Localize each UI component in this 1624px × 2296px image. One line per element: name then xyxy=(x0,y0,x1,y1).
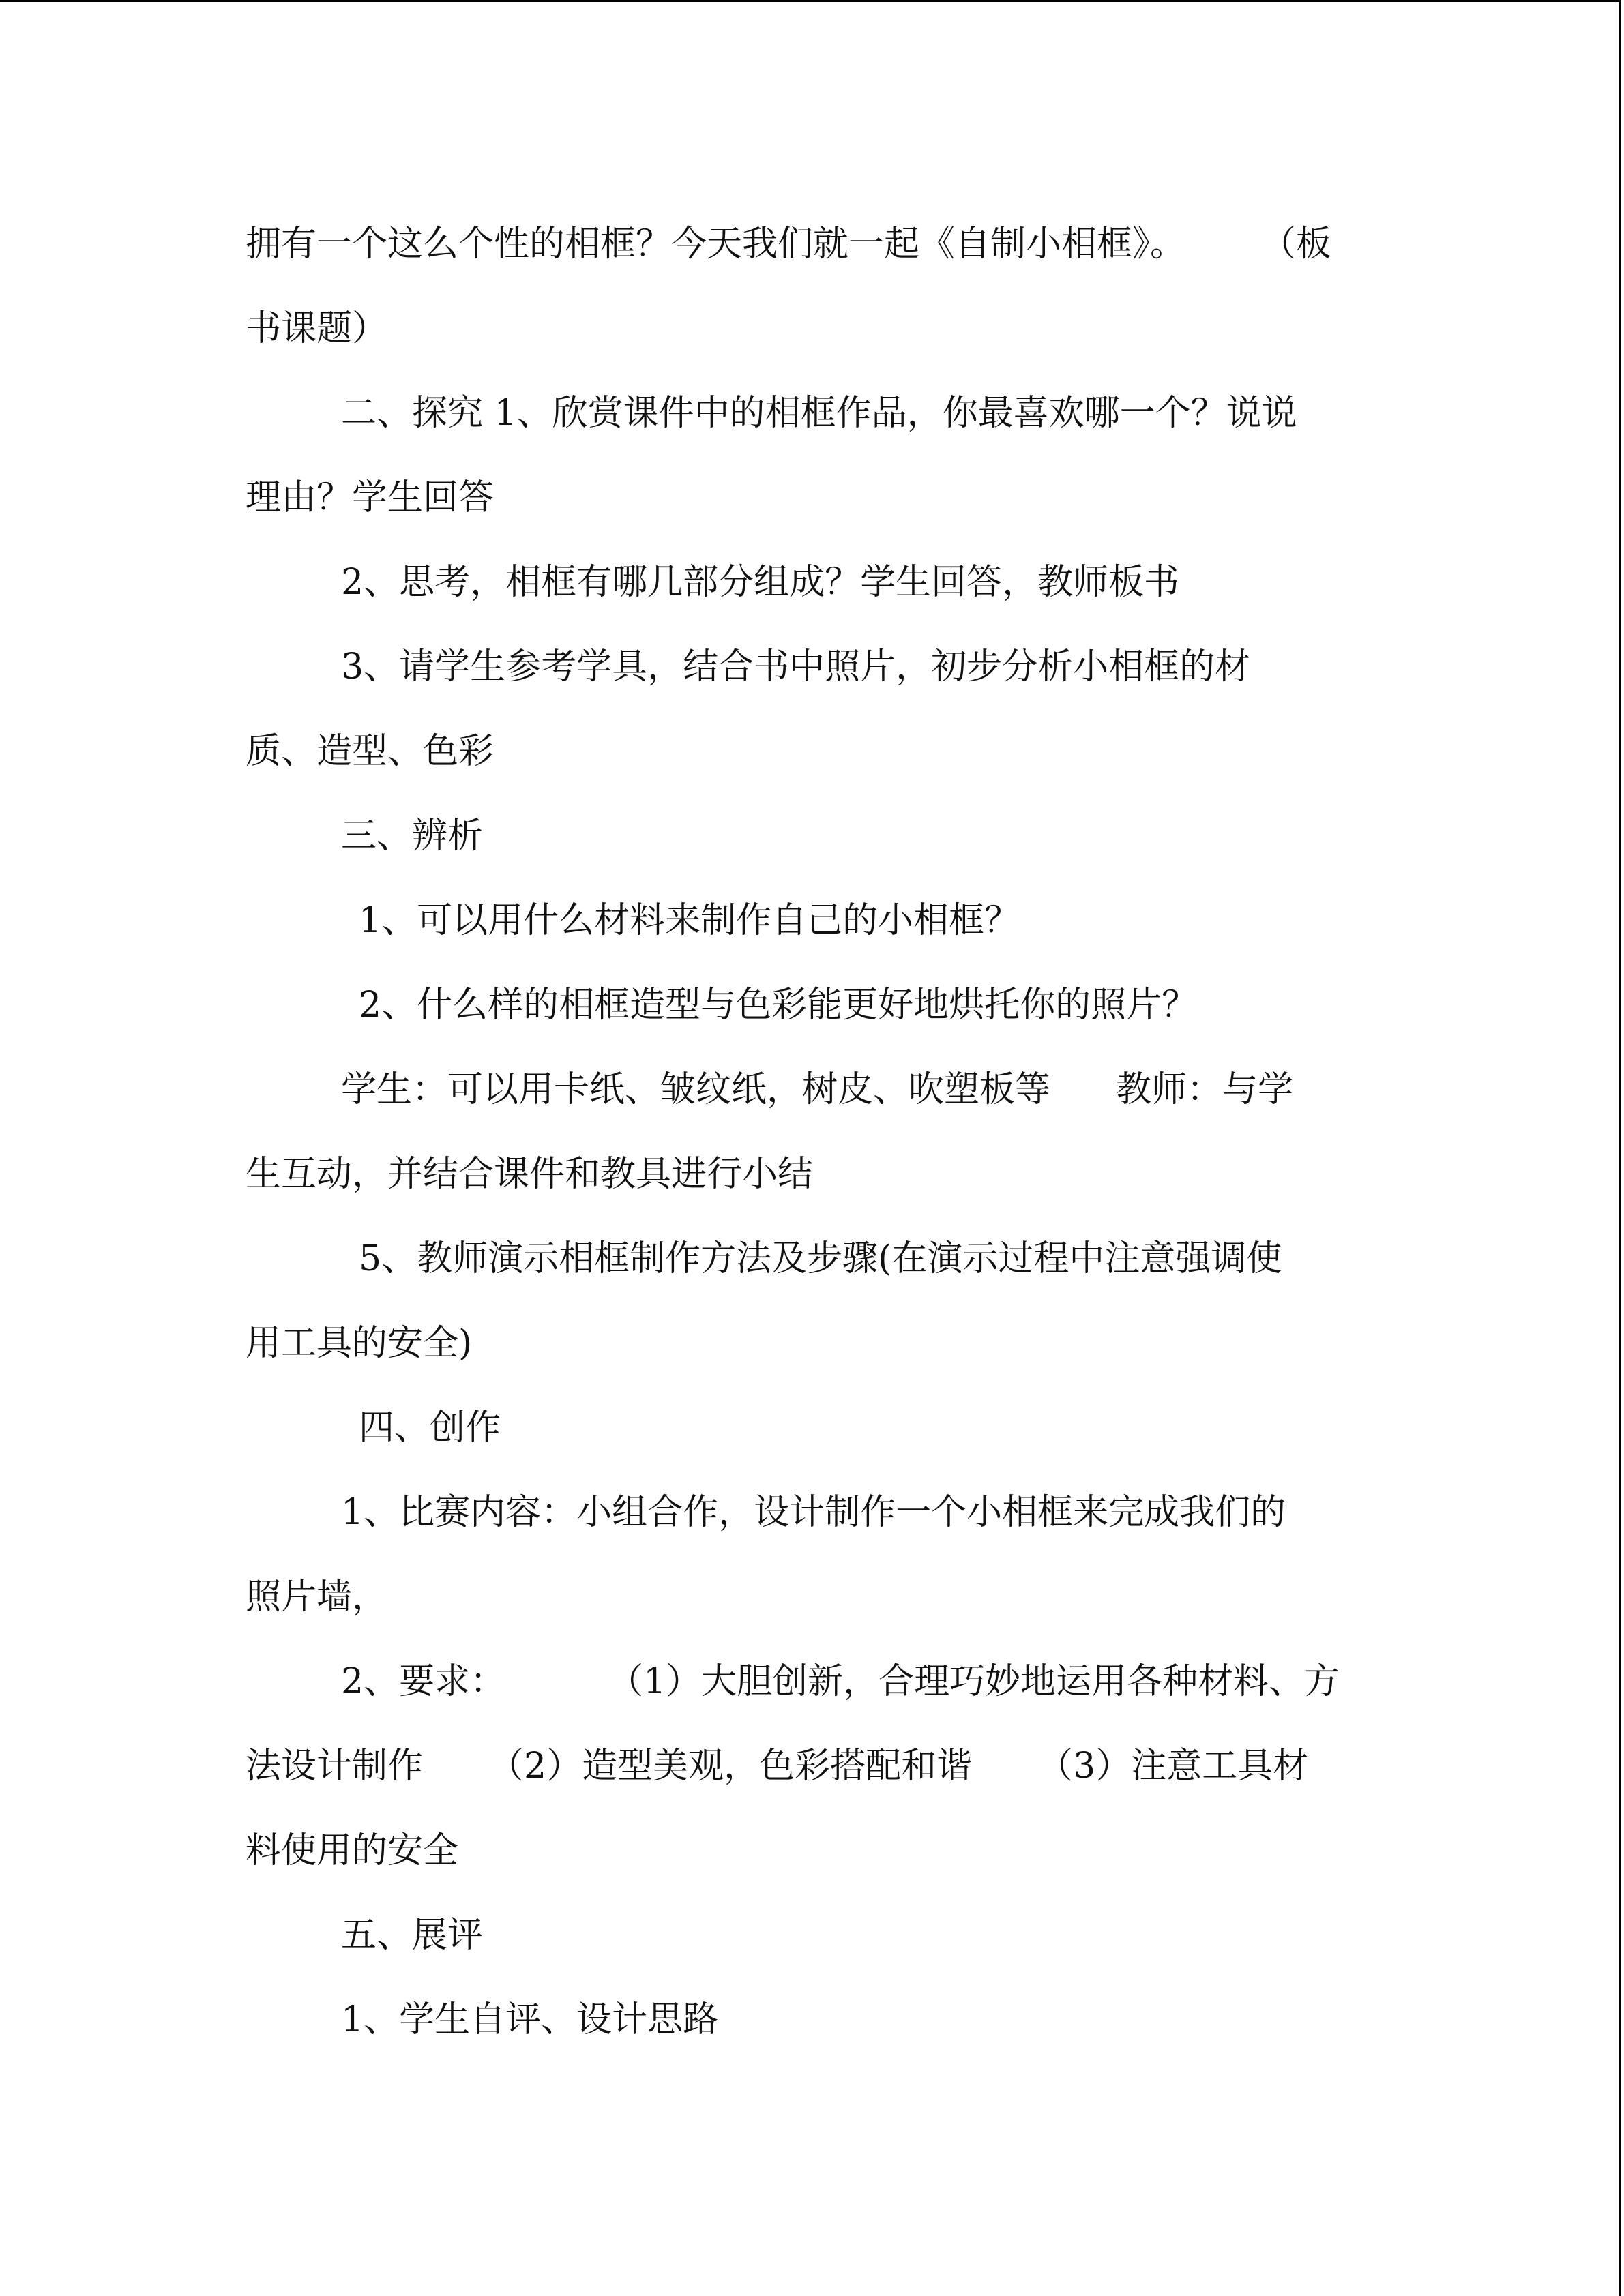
text-line: 照片墙， xyxy=(246,1577,388,1617)
text-line: 教师：与学 xyxy=(1116,1069,1294,1110)
paragraph-line xyxy=(246,709,1378,794)
paragraph-line xyxy=(246,1047,1378,1132)
section-heading xyxy=(246,1893,1378,1978)
text-line: 五、展评 xyxy=(341,1915,484,1956)
paragraph-line xyxy=(246,1978,1378,2062)
text-line: 二、探究 1、欣赏课件中的相框作品，你最喜欢哪一个？说说 xyxy=(341,393,1297,434)
text-line: 用工具的安全) xyxy=(246,1323,473,1364)
paragraph-line xyxy=(246,1808,1378,1893)
text-line: 学生：可以用卡纸、皱纹纸，树皮、吹塑板等 xyxy=(341,1069,1051,1110)
text-line: 1、比赛内容：小组合作，设计制作一个小相框来完成我们的 xyxy=(341,1492,1286,1533)
text-line: 2、思考，相框有哪几部分组成？学生回答，教师板书 xyxy=(341,562,1180,603)
paragraph-line xyxy=(246,625,1378,709)
text-line: 质、造型、色彩 xyxy=(246,731,494,772)
text-line: （1）大胆创新，合理巧妙地运用各种材料、方 xyxy=(608,1661,1340,1702)
paragraph-line xyxy=(246,286,1378,371)
text-line: 1、可以用什么材料来制作自己的小相框？ xyxy=(359,900,1020,941)
text-line: 3、请学生参考学具，结合书中照片，初步分析小相框的材 xyxy=(341,646,1251,687)
text-line: （板 xyxy=(1260,224,1332,265)
paragraph-line xyxy=(246,540,1378,625)
text-line: 生互动，并结合课件和教具进行小结 xyxy=(246,1154,814,1195)
paragraph-line xyxy=(246,371,1378,456)
text-line: 法设计制作 xyxy=(246,1746,424,1787)
paragraph-line xyxy=(246,1555,1378,1639)
paragraph-line xyxy=(246,456,1378,540)
text-line: 2、什么样的相框造型与色彩能更好地烘托你的照片？ xyxy=(359,985,1198,1026)
section-heading xyxy=(246,1386,1378,1470)
text-line: （3）注意工具材 xyxy=(1037,1746,1309,1787)
text-line: （2）造型美观，色彩搭配和谐 xyxy=(488,1746,973,1787)
section-heading xyxy=(246,794,1378,878)
text-line: 三、辨析 xyxy=(341,816,484,856)
text-line: 书课题） xyxy=(246,308,388,349)
text-line: 1、学生自评、设计思路 xyxy=(341,1999,719,2040)
paragraph-line xyxy=(246,1639,1378,1724)
paragraph-line xyxy=(246,1724,1378,1808)
text-line: 拥有一个这么个性的相框？今天我们就一起《自制小相框》。 xyxy=(246,224,1186,265)
paragraph-line xyxy=(246,1470,1378,1555)
paragraph-line xyxy=(246,963,1378,1047)
text-line: 5、教师演示相框制作方法及步骤(在演示过程中注意强调使 xyxy=(359,1238,1282,1279)
text-line: 四、创作 xyxy=(359,1407,501,1448)
paragraph-line xyxy=(246,1301,1378,1386)
paragraph-line xyxy=(246,878,1378,963)
paragraph-line xyxy=(246,202,1378,286)
text-line: 2、要求： xyxy=(341,1661,506,1702)
paragraph-line xyxy=(246,1132,1378,1217)
paragraph-line xyxy=(246,1217,1378,1301)
document-body xyxy=(246,202,1378,2062)
text-line: 理由？学生回答 xyxy=(246,477,494,518)
text-line: 料使用的安全 xyxy=(246,1830,459,1871)
